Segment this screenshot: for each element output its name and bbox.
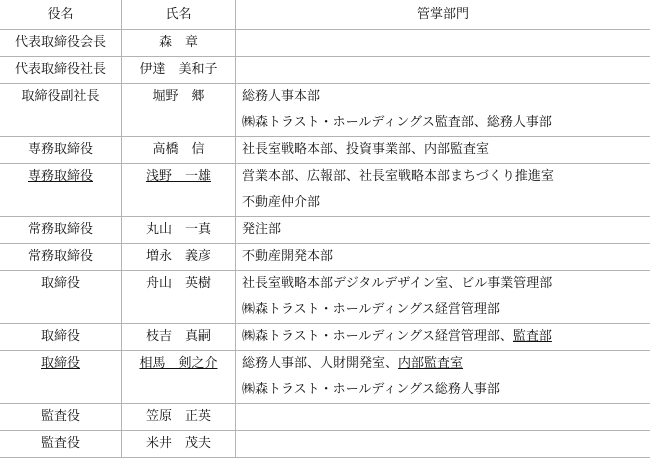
table-row [0,244,650,271]
table-row [0,30,650,57]
department-text: 総務人事部、人財開発室、 [242,356,399,371]
department-line: 営業本部、広報部、社長室戦略本部まちづくり推進室 [242,169,554,184]
role-cell: 監査役 [40,436,80,451]
role-cell: 専務取締役 [27,169,93,184]
department-line: 発注部 [242,222,282,237]
department-line: 不動産開発本部 [242,249,334,264]
department-line: ㈱森トラスト・ホールディングス経営管理部 [242,302,500,317]
department-text-underlined: 内部監査室 [398,356,464,371]
role-cell: 代表取締役社長 [14,62,106,77]
header-department: 管掌部門 [236,0,650,30]
department-line [236,324,650,350]
table-row [0,164,650,217]
role-cell: 監査役 [40,409,80,424]
header-role: 役名 [0,0,122,30]
department-cell [236,271,650,324]
department-line: 社長室戦略本部デジタルデザイン室、ビル事業管理部 [242,276,553,291]
name-cell: 高橋 信 [152,142,205,157]
table-row [0,271,650,324]
role-cell: 専務取締役 [27,142,93,157]
department-cell [236,84,650,137]
name-cell: 浅野 一雄 [145,169,211,184]
department-line: 社長室戦略本部、投資事業部、内部監査室 [242,142,490,157]
name-cell: 伊達 美和子 [139,62,218,77]
name-cell: 森 章 [158,35,198,50]
role-cell: 常務取締役 [27,249,93,264]
name-cell: 枝吉 真嗣 [145,329,211,344]
department-cell [236,404,650,431]
department-cell [236,217,650,244]
name-cell: 相馬 剣之介 [139,356,218,371]
name-cell: 笠原 正英 [145,409,211,424]
department-line: 不動産仲介部 [242,195,321,210]
table-row [0,351,650,404]
role-cell: 取締役 [40,356,80,371]
table-row [0,137,650,164]
header-name: 氏名 [122,0,236,30]
role-cell: 常務取締役 [27,222,93,237]
department-cell [236,351,650,404]
department-line: 総務人事本部 [242,89,321,104]
table-row [0,404,650,431]
department-cell [236,57,650,84]
table-row [0,324,650,351]
table-row [0,57,650,84]
department-line: ㈱森トラスト・ホールディングス監査部、総務人事部 [242,115,552,130]
department-cell [236,324,650,351]
department-cell [236,137,650,164]
department-text: ㈱森トラスト・ホールディングス経営管理部、 [242,329,513,344]
department-cell [236,164,650,217]
name-cell: 舟山 英樹 [145,276,211,291]
role-cell: 取締役副社長 [21,89,100,104]
role-cell: 代表取締役会長 [14,35,106,50]
department-line: ㈱森トラスト・ホールディングス総務人事部 [242,382,500,397]
name-cell: 丸山 一真 [145,222,211,237]
table-row [0,217,650,244]
table-row [0,84,650,137]
department-cell [236,30,650,57]
department-cell [236,244,650,271]
role-cell: 取締役 [40,329,80,344]
name-cell: 米井 茂夫 [145,436,211,451]
name-cell: 増永 義彦 [145,249,211,264]
name-cell: 堀野 郷 [152,89,205,104]
role-cell: 取締役 [40,276,80,291]
department-cell [236,431,650,458]
department-text-underlined: 監査部 [512,329,552,344]
department-line [236,351,650,377]
header-row [0,0,650,30]
table-row [0,431,650,458]
